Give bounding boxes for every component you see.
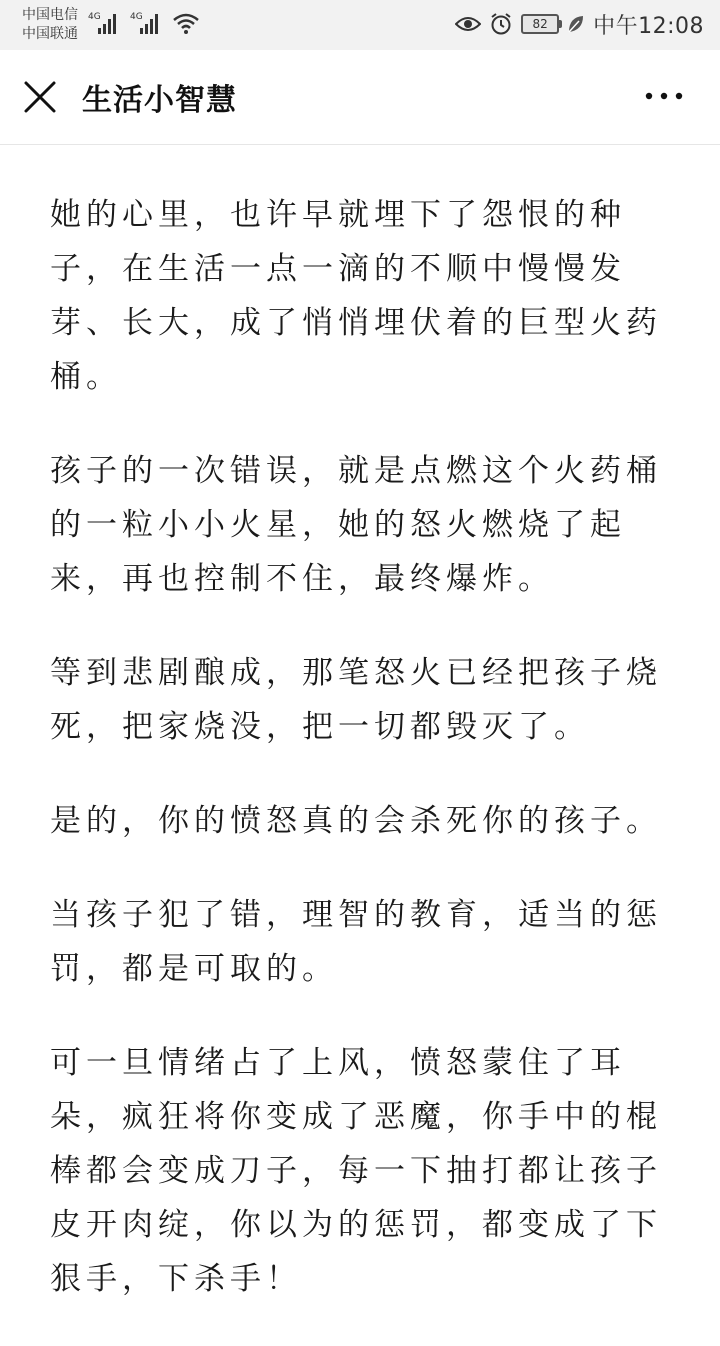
paragraph: 她的心里，也许早就埋下了怨恨的种子，在生活一点一滴的不顺中慢慢发芽、长大，成了悄悄埋伏着的巨型火药桶。 — [50, 197, 662, 395]
carrier-1: 中国电信 — [22, 7, 78, 23]
carrier-2: 中国联通 — [22, 26, 78, 42]
paragraph: 当孩子犯了错，理智的教育，适当的惩罚，都是可取的。 — [50, 897, 662, 987]
alarm-icon — [489, 12, 513, 36]
paragraph: 可一旦情绪占了上风，愤怒蒙住了耳朵，疯狂将你变成了恶魔，你手中的棍棒都会变成刀子，每一下抽打都让孩子皮开肉绽，你以为的惩罚，都变成了下狠手，下杀手！ — [50, 1045, 662, 1297]
eye-icon — [455, 14, 481, 34]
close-icon[interactable] — [22, 79, 58, 115]
leaf-icon — [567, 14, 585, 34]
page-title: 生活小智慧 — [82, 83, 237, 118]
network-type-2: 4G — [130, 12, 143, 22]
wifi-icon — [172, 12, 200, 36]
paragraph: 是的，你的愤怒真的会杀死你的孩子。 — [50, 803, 662, 839]
clock: 中午12:08 — [593, 13, 704, 39]
paragraph: 孩子的一次错误，就是点燃这个火药桶的一粒小小火星，她的怒火燃烧了起来，再也控制不住，最终爆炸。 — [50, 453, 662, 597]
more-icon[interactable] — [644, 86, 684, 106]
network-type-1: 4G — [88, 12, 101, 22]
status-bar — [0, 0, 720, 50]
carrier-labels — [22, 6, 78, 44]
battery-level: 82 — [532, 17, 548, 31]
article-header — [0, 50, 720, 145]
article-body — [50, 188, 674, 1346]
paragraph: 等到悲剧酿成，那笔怒火已经把孩子烧死，把家烧没，把一切都毁灭了。 — [50, 655, 662, 745]
status-right — [455, 9, 704, 39]
battery-icon — [521, 14, 559, 34]
